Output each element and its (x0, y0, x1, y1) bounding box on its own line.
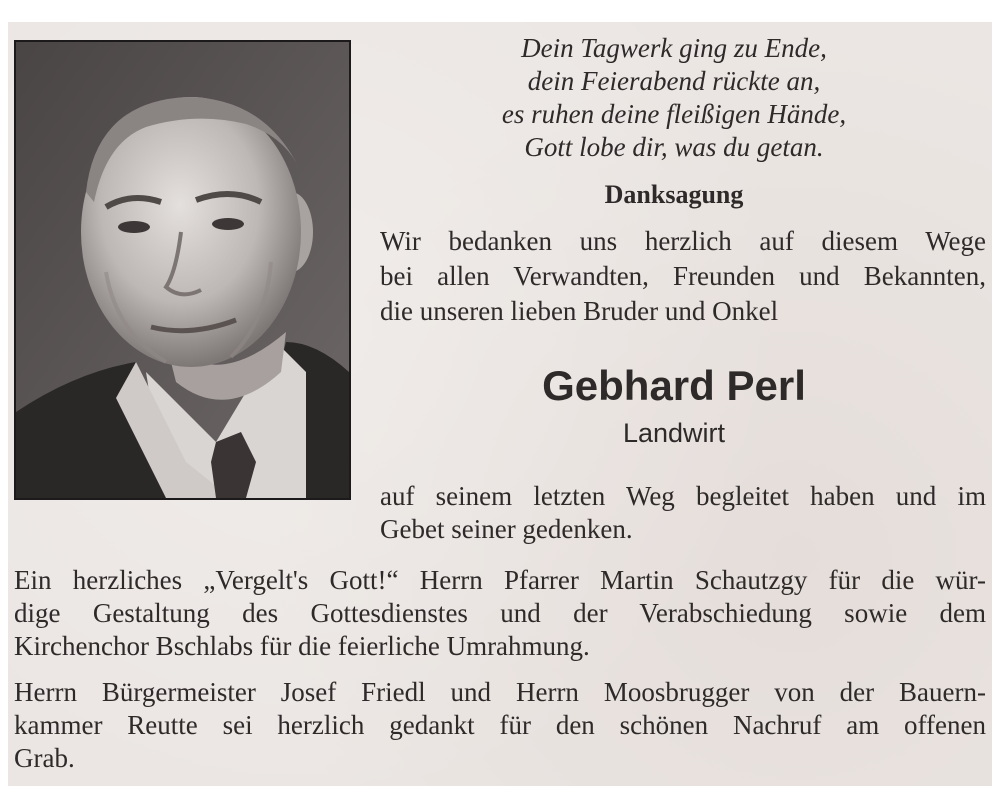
after-line: Gebet seiner gedenken. (380, 514, 633, 544)
paragraph-line: dige Gestaltung des Gottesdienstes und der Verabschiedung sowie dem (14, 598, 986, 628)
paragraph-line: Kirchenchor Bschlabs für die feierliche Umrahmung. (14, 631, 590, 661)
paragraph-line: Grab. (14, 743, 75, 773)
poem-line: Dein Tagwerk ging zu Ende, (521, 33, 827, 63)
poem-line: Gott lobe dir, was du getan. (524, 132, 824, 162)
memorial-poem (360, 32, 988, 164)
poem-line: dein Feierabend rückte an, (527, 66, 821, 96)
section-heading: Danksagung (604, 180, 744, 209)
paragraph-line: Herrn Bürgermeister Josef Friedl und Herrn Moosbrugger von der Bauern- (14, 677, 986, 707)
portrait-illustration (16, 42, 349, 498)
paragraph-line: kammer Reutte sei herzlich gedankt für den schönen Nachruf am offenen (14, 710, 986, 740)
thanks-paragraph-mayor (14, 676, 986, 775)
intro-line: bei allen Verwandten, Freunden und Bekannten, (380, 261, 986, 291)
poem-line: es ruhen deine fleißigen Hände, (501, 99, 847, 129)
intro-line: die unseren lieben Bruder und Onkel (380, 296, 779, 326)
thanks-after-name (380, 480, 986, 546)
deceased-profession: Landwirt (622, 418, 726, 448)
intro-line: Wir bedanken uns herzlich auf diesem Wege (380, 226, 986, 256)
paragraph-line: Ein herzliches „Vergelt's Gott!“ Herrn Pfarrer Martin Schautzgy für die wür- (14, 565, 986, 595)
deceased-name: Gebhard Perl (542, 362, 806, 409)
portrait-photo (14, 40, 351, 500)
thanks-paragraph-clergy (14, 564, 986, 663)
thanks-intro (380, 224, 986, 329)
obituary-page (8, 22, 992, 786)
after-line: auf seinem letzten Weg begleitet haben und im (380, 481, 986, 511)
